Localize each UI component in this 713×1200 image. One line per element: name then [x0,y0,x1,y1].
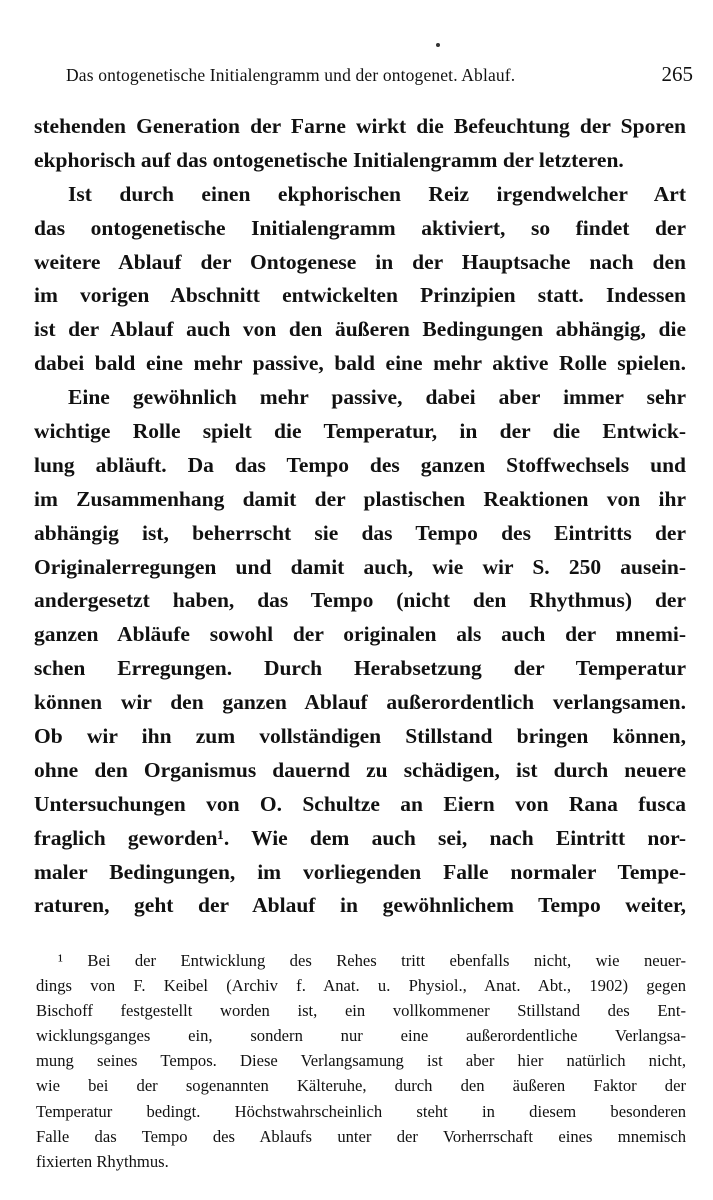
text-line: ganzen Abläufe sowohl der originalen als auch der mnemi- [34,622,686,647]
text-line: Untersuchungen von O. Schultze an Eiern von Rana fusca [34,791,686,816]
footnote-line: wie bei der sogenannten Kälteruhe, durch den äußeren Faktor der [36,1076,686,1096]
text-line: ekphorisch auf das ontogenetische Initialengramm der letzteren. [34,147,624,172]
footnote-line: mung seines Tempos. Diese Verlangsamung ist aber hier natürlich nicht, [36,1051,686,1071]
text-line: lung abläuft. Da das Tempo des ganzen Stoffwechsels und [34,452,686,477]
footnote-line: wicklungsganges ein, sondern nur eine außerordentliche Verlangsa- [36,1026,686,1046]
print-speck [436,43,440,47]
text-line: Eine gewöhnlich mehr passive, dabei aber immer sehr [68,385,686,410]
text-line: abhängig ist, beherrscht sie das Tempo des Eintritts der [34,520,686,545]
main-text [34,110,686,923]
text-line: weitere Ablauf der Ontogenese in der Hauptsache nach den [34,249,686,274]
footnote-line: Temperatur bedingt. Höchstwahrscheinlich steht in diesem besonderen [36,1101,686,1121]
footnote-line: Bischoff festgestellt worden ist, ein vollkommener Stillstand des Ent- [36,1001,686,1021]
text-line: Ist durch einen ekphorischen Reiz irgendwelcher Art [68,181,686,206]
footnote-line: Falle das Tempo des Ablaufs unter der Vorherrschaft eines mnemisch [36,1126,686,1146]
text-line: Ob wir ihn zum vollständigen Stillstand bringen können, [34,724,686,749]
text-line: raturen, geht der Ablauf in gewöhnlichem Tempo weiter, [34,893,686,918]
text-line: können wir den ganzen Ablauf außerordentlich verlangsamen. [34,690,686,715]
text-line: fraglich geworden¹. Wie dem auch sei, nach Eintritt nor- [34,825,686,850]
footnote [36,948,686,1174]
running-title: Das ontogenetische Initialengramm und der ontogenet. Ablauf. [66,65,516,85]
text-line: ist der Ablauf auch von den äußeren Bedingungen abhängig, die [34,317,686,342]
text-line: das ontogenetische Initialengramm aktiviert, so findet der [34,215,686,240]
text-line: im Zusammenhang damit der plastischen Reaktionen von ihr [34,486,686,511]
text-line: andergesetzt haben, das Tempo (nicht den Rhythmus) der [34,588,686,613]
footnote-line: dings von F. Keibel (Archiv f. Anat. u. Physiol., Anat. Abt., 1902) gegen [36,976,686,996]
text-line: im vorigen Abschnitt entwickelten Prinzipien statt. Indessen [34,283,686,308]
text-line: maler Bedingungen, im vorliegenden Falle normaler Tempe- [34,859,686,884]
footnote-line: ¹ Bei der Entwicklung des Rehes tritt ebenfalls nicht, wie neuer- [58,951,686,970]
page-number: 265 [661,62,693,86]
text-line: wichtige Rolle spielt die Temperatur, in der die Entwick- [34,419,686,444]
text-line: schen Erregungen. Durch Herabsetzung der Temperatur [34,656,686,681]
footnote-line: fixierten Rhythmus. [36,1151,169,1171]
text-line: stehenden Generation der Farne wirkt die Befeuchtung der Sporen [34,114,686,138]
text-line: Originalerregungen und damit auch, wie wir S. 250 ausein- [34,554,686,579]
text-line: dabei bald eine mehr passive, bald eine mehr aktive Rolle spielen. [34,351,686,376]
running-header [66,62,693,88]
text-line: ohne den Organismus dauernd zu schädigen, ist durch neuere [34,757,686,782]
